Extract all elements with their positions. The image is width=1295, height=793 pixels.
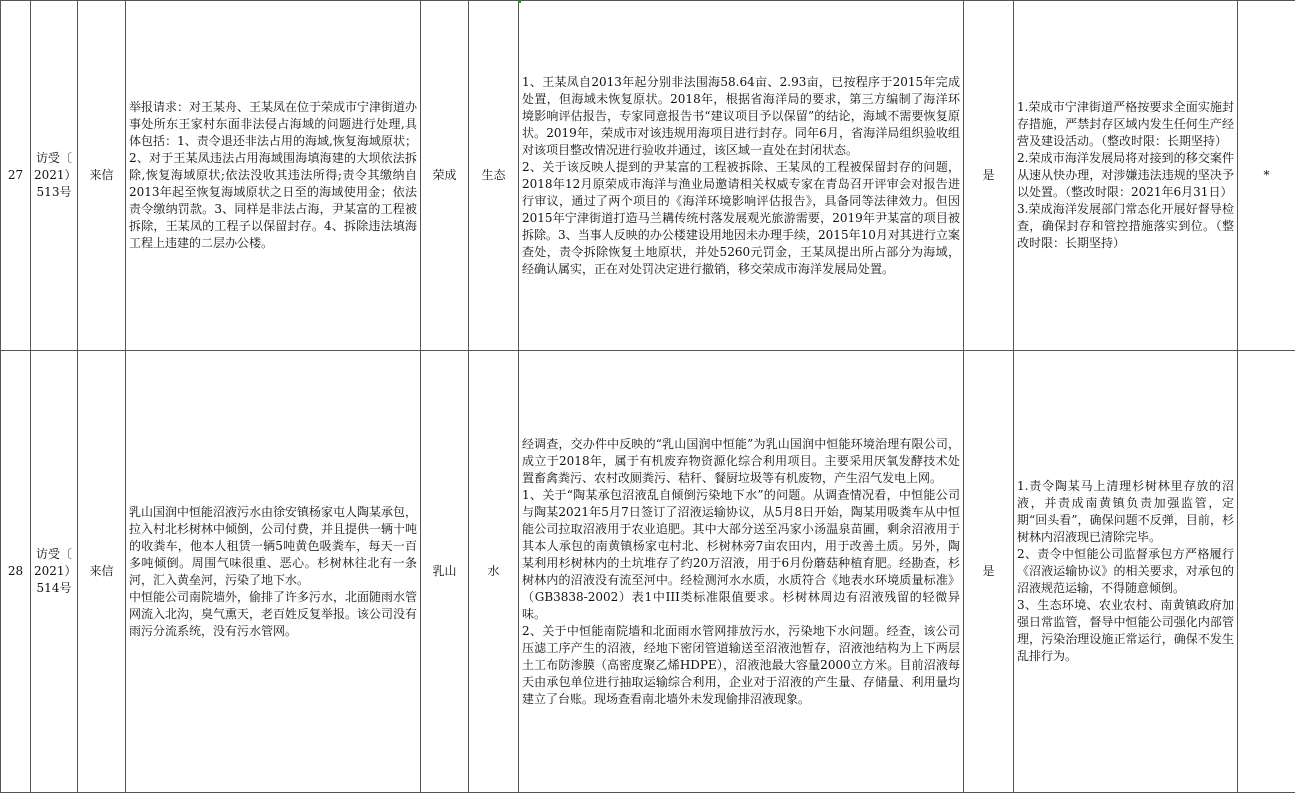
type-cell: 水 bbox=[469, 351, 519, 793]
case-id-line: 访受〔 bbox=[34, 150, 74, 167]
source-cell: 来信 bbox=[78, 1, 126, 351]
complaint-cell bbox=[126, 351, 421, 793]
case-id bbox=[31, 351, 78, 793]
case-id-line: 访受〔 bbox=[34, 546, 74, 563]
rectification-item: 3、生态环境、农业农村、南黄镇政府加强日常监管，督导中恒能公司强化内部管理，污染治理设施正常运行，确保不发生乱排行为。 bbox=[1017, 597, 1234, 665]
rectification-item: 1.责令陶某马上清理杉树林里存放的沼液，并责成南黄镇负责加强监管，定期“回头看”，确保问题不反弹，目前，杉树林内沼液现已清除完毕。 bbox=[1017, 478, 1234, 546]
mark-cell: * bbox=[1238, 1, 1295, 351]
row-number: 27 bbox=[1, 1, 31, 351]
case-id bbox=[31, 1, 78, 351]
rectification-item: 3.荣成海洋发展部门常态化开展好督导检查，确保封存和管控措施落实到位。（整改时限：长期坚持） bbox=[1017, 201, 1234, 252]
top-border bbox=[0, 0, 1295, 1]
complaint-paragraph: 乳山国润中恒能沼液污水由徐安镇杨家屯人陶某承包，拉入村北杉树林中倾倒，公司付费，并且提供一辆十吨的收粪车，他本人租赁一辆5吨黄色吸粪车，每天一百多吨倾倒。周围气味很重、恶心。杉树林往北有一条河，汇入黄垒河，污染了地下水。 bbox=[129, 504, 417, 589]
rectification-cell bbox=[1014, 1, 1238, 351]
case-id-line: 2021） bbox=[34, 167, 74, 184]
cell-comment-marker bbox=[518, 0, 521, 3]
verified-cell: 是 bbox=[964, 351, 1014, 793]
area-cell: 荣成 bbox=[421, 1, 469, 351]
findings-paragraph: 1、王某凤自2013年起分别非法围海58.64亩、2.93亩，已按程序于2015年完成处置，但海域未恢复原状。2018年，根据省海洋局的要求，第三方编制了海洋环境影响评估报告，专家同意报告书“建议项目予以保留”的结论，海域不需要恢复原状。2019年，荣成市对该违规用海项目进行封存。同年6月，省海洋局组织验收组对该项目整改情况进行验收并通过，该区域一直处在封闭状态。 bbox=[522, 74, 960, 159]
findings-cell bbox=[519, 351, 964, 793]
findings-paragraph: 经调查，交办件中反映的“乳山国润中恒能”为乳山国润中恒能环境治理有限公司，成立于2018年，属于有机废弃物资源化综合利用项目。主要采用厌氧发酵技术处置畜禽粪污、农村改厕粪污、秸秆、餐厨垃圾等有机废物，产生沼气发电上网。 bbox=[522, 436, 960, 487]
rectification-item: 1.荣成市宁津街道严格按要求全面实施封存措施，严禁封存区域内发生任何生产经营及建设活动。（整改时限：长期坚持） bbox=[1017, 99, 1234, 150]
complaint-paragraph: 中恒能公司南院墙外，偷排了许多污水，北面随雨水管网流入北沟，臭气熏天，老百姓反复举报。该公司没有雨污分流系统，没有污水管网。 bbox=[129, 589, 417, 640]
row-number: 28 bbox=[1, 351, 31, 793]
source-cell: 来信 bbox=[78, 351, 126, 793]
verified-cell: 是 bbox=[964, 1, 1014, 351]
findings-cell bbox=[519, 1, 964, 351]
case-id-line: 514号 bbox=[34, 580, 74, 597]
findings-paragraph: 2、关于该反映人提到的尹某富的工程被拆除、王某凤的工程被保留封存的问题，2018年12月原荣成市海洋与渔业局邀请相关权威专家在青岛召开评审会对报告进行审议，通过了两个项目的《海洋环境影响评估报告》，具备同等法律效力。但因2015年宁津街道打造马兰耩传统村落发展观光旅游需要，2019年尹某富的项目被拆除。3、当事人反映的办公楼建设用地因未办理手续，2015年10月对其进行立案查处，责令拆除恢复土地原状，并处5260元罚金，王某凤提出所占部分为海域，经确认属实，正在对处罚决定进行撤销，移交荣成市海洋发展局处置。 bbox=[522, 159, 960, 278]
complaint-cell: 举报请求：对王某舟、王某凤在位于荣成市宁津街道办事处所东王家村东面非法侵占海域的问题进行处理,具体包括：1、责令退还非法占用的海域,恢复海域原状；2、对于王某凤违法占用海域围海填海建的大坝依法拆除,恢复海域原状;依法没收其违法所得;责令其缴纳自2013年起至恢复海域原状之日至的海域使用金；依法责令缴纳罚款。3、同样是非法占海，尹某富的工程被拆除，王某凤的工程子以保留封存。4、拆除违法填海工程上违建的二层办公楼。 bbox=[126, 1, 421, 351]
rectification-cell bbox=[1014, 351, 1238, 793]
findings-paragraph: 1、关于“陶某承包沼液乱自倾倒污染地下水”的问题。从调查情况看，中恒能公司与陶某2021年5月7日签订了沼液运输协议，从5月8日开始，陶某用吸粪车从中恒能公司拉取沼液用于农业追肥。其中大部分送至冯家小汤温泉苗圃，剩余沼液用于其本人承包的南黄镇杨家屯村北、杉树林旁7亩农田内，用于改善土质。另外，陶某利用杉树林内的土坑堆存了约20万沼液，用于6月份蘑菇种植育肥。经勘查，杉树林内的沼液没有流至河中。经检测河水水质，水质符合《地表水环境质量标准》（GB3838-2002）表1中III类标准限值要求。杉树林周边有沼液残留的轻微异味。 bbox=[522, 487, 960, 623]
table-row[interactable] bbox=[1, 351, 1295, 793]
case-id-line: 2021） bbox=[34, 563, 74, 580]
mark-cell bbox=[1238, 351, 1295, 793]
type-cell: 生态 bbox=[469, 1, 519, 351]
area-cell: 乳山 bbox=[421, 351, 469, 793]
rectification-item: 2、责令中恒能公司监督承包方严格履行《沼液运输协议》的相关要求，对承包的沼液规范运输，不得随意倾倒。 bbox=[1017, 546, 1234, 597]
case-id-line: 513号 bbox=[34, 184, 74, 201]
rectification-item: 2.荣成市海洋发展局将对接到的移交案件从速从快办理，对涉嫌违法违规的坚决予以处置。（整改时限：2021年6月31日） bbox=[1017, 150, 1234, 201]
table-row[interactable] bbox=[1, 1, 1295, 351]
findings-paragraph: 2、关于中恒能南院墙和北面雨水管网排放污水，污染地下水问题。经查，该公司压滤工序产生的沼液，经地下密闭管道输送至沼液池暂存，沼液池结构为上下两层土工布防渗膜（高密度聚乙烯HDPE），沼液池最大容量2000立方米。目前沼液每天由承包单位进行抽取运输综合利用，企业对于沼液的产生量、存储量、利用量均建立了台账。现场查看南北墙外未发现偷排沼液现象。 bbox=[522, 623, 960, 708]
